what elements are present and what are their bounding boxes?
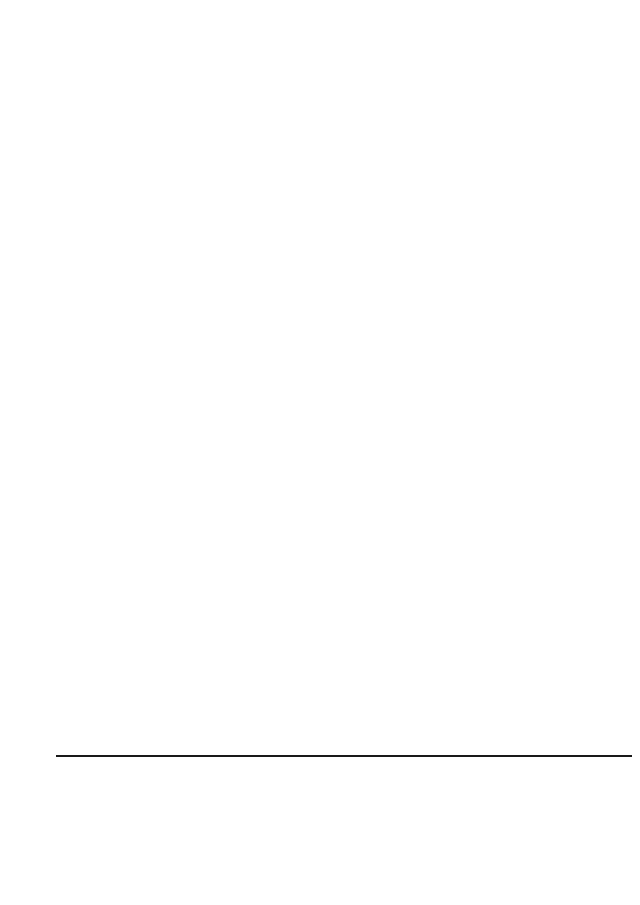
bottom-rule — [56, 755, 632, 757]
page-body — [92, 60, 558, 740]
